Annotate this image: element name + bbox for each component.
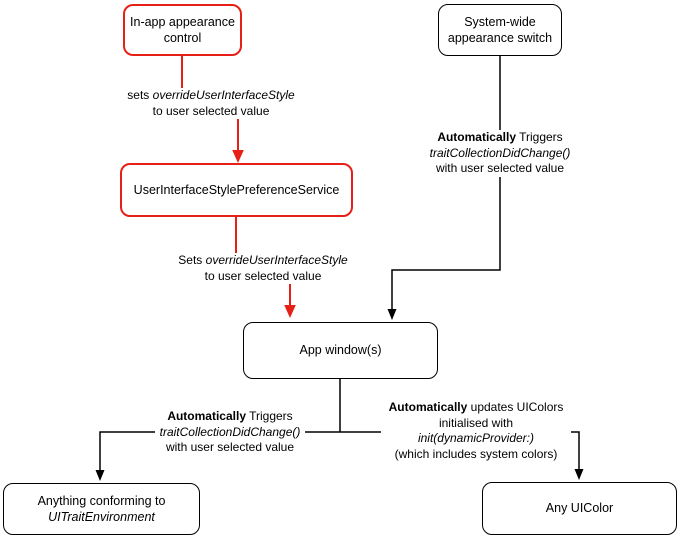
edge-label-line: with user selected value (435, 161, 565, 175)
edge-label-line: traitCollectionDidChange() (159, 424, 301, 439)
node-label-line: In-app appearance (130, 14, 235, 29)
edge-label-line: with user selected value (165, 440, 295, 454)
edge-label-line: initialised with (438, 415, 514, 430)
edge-label-auto-triggers-window (155, 409, 305, 456)
arrowhead-window-to-trait (96, 470, 105, 481)
edge-system-to-window (392, 56, 500, 309)
node-uitraitenvironment-conformers (3, 483, 200, 535)
edge-label-line: traitCollectionDidChange() (429, 145, 571, 160)
node-any-uicolor (482, 482, 677, 535)
arrowhead-window-to-uicolor (575, 469, 584, 480)
edge-label-line: (which includes system colors) (394, 446, 558, 461)
edge-label-line: to user selected value (152, 103, 270, 118)
arrowhead-system-to-window (388, 309, 397, 320)
edge-label-line: init(dynamicProvider:) (417, 431, 535, 445)
edge-label-line: Automatically Triggers (437, 130, 563, 144)
edge-label-line: Sets overrideUserInterfaceStyle (178, 253, 348, 267)
node-app-window (243, 322, 438, 379)
edge-label-line: sets overrideUserInterfaceStyle (127, 88, 295, 102)
edge-label-auto-updates-uicolors (381, 400, 571, 462)
edge-label-line: Automatically updates UIColors (388, 400, 564, 414)
edge-label-auto-triggers-system (425, 130, 575, 177)
node-label-line: appearance switch (447, 31, 553, 45)
arrowhead-inapp-to-service (232, 150, 244, 163)
edge-label-line: to user selected value (204, 268, 322, 283)
node-label: Any UIColor (545, 501, 614, 516)
node-userinterfacestyle-preference-service (120, 163, 353, 217)
edge-label-line: Automatically Triggers (167, 409, 293, 423)
node-label: App window(s) (299, 343, 382, 358)
node-label: UserInterfaceStylePreferenceService (133, 182, 340, 197)
arrowhead-service-to-window (284, 305, 296, 318)
node-label-line: UITraitEnvironment (48, 510, 155, 524)
node-system-wide-appearance-switch (438, 4, 562, 56)
node-label-line: control (163, 31, 202, 45)
edge-label-sets-override-uppercase (173, 253, 353, 284)
node-label-line: System-wide (464, 14, 536, 29)
node-in-app-appearance-control (123, 4, 242, 56)
node-label-line: Anything conforming to (37, 493, 166, 508)
edge-label-sets-override-lowercase (121, 88, 301, 119)
